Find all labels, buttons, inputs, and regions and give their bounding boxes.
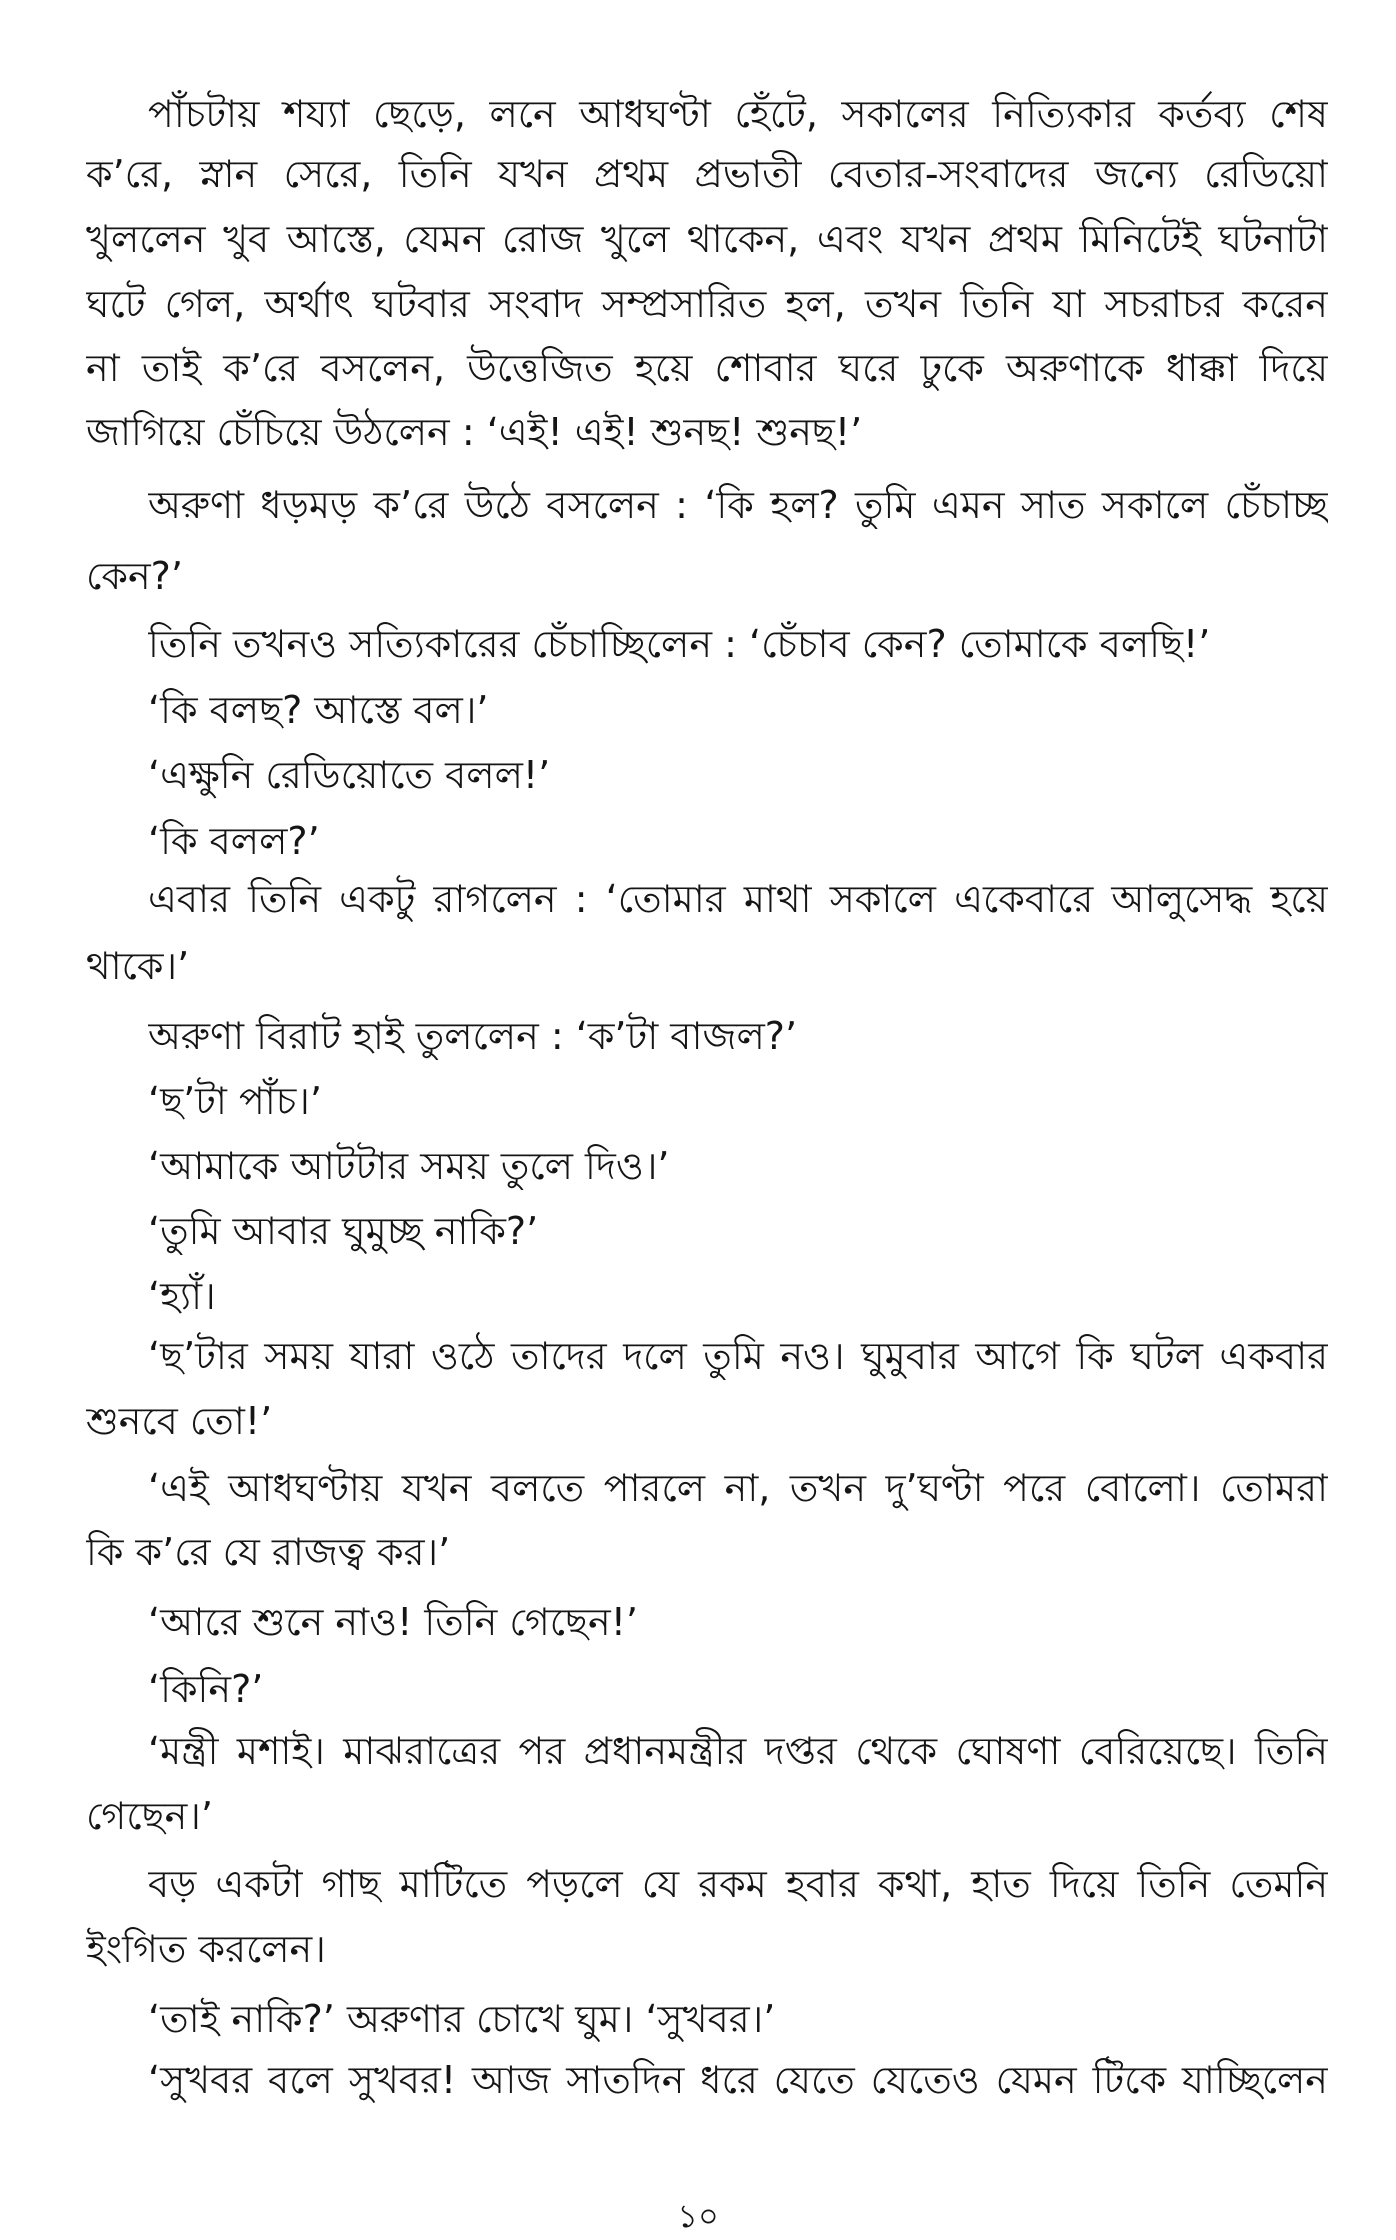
text-line: ‘আরে শুনে নাও! তিনি গেছেন!’ <box>148 1600 639 1644</box>
text-line: ঘটে গেল, অর্থাৎ ঘটবার সংবাদ সম্প্রসারিত হল, তখন তিনি যা সচরাচর করেন <box>86 282 1328 326</box>
text-line: অরুণা বিরাট হাই তুললেন : ‘ক’টা বাজল?’ <box>148 1014 798 1058</box>
text-line: ‘কি বলছ? আস্তে বল।’ <box>148 688 489 732</box>
text-line: অরুণা ধড়মড় ক’রে উঠে বসলেন : ‘কি হল? তুমি এমন সাত সকালে চেঁচাচ্ছ <box>148 483 1328 527</box>
text-line: ‘তাই নাকি?’ অরুণার চোখে ঘুম। ‘সুখবর।’ <box>148 1997 776 2041</box>
text-line: কেন?’ <box>86 554 183 598</box>
text-line: এবার তিনি একটু রাগলেন : ‘তোমার মাথা সকালে একেবারে আলুসেদ্ধ হয়ে <box>148 877 1328 921</box>
text-line: তিনি তখনও সত্যিকারের চেঁচাচ্ছিলেন : ‘চেঁচাব কেন? তোমাকে বলছি!’ <box>148 622 1211 666</box>
text-line: কি ক’রে যে রাজত্ব কর।’ <box>86 1530 451 1574</box>
text-line: গেছেন।’ <box>86 1794 213 1838</box>
text-line: ইংগিত করলেন। <box>86 1927 326 1971</box>
text-line: ‘কি বলল?’ <box>148 819 320 863</box>
text-line: না তাই ক’রে বসলেন, উত্তেজিত হয়ে শোবার ঘরে ঢুকে অরুণাকে ধাক্কা দিয়ে <box>86 346 1328 390</box>
text-line: ‘এই আধঘণ্টায় যখন বলতে পারলে না, তখন দু’ঘণ্টা পরে বোলো। তোমরা <box>148 1466 1328 1510</box>
text-line: ‘ছ’টার সময় যারা ওঠে তাদের দলে তুমি নও। ঘুমুবার আগে কি ঘটল একবার <box>148 1334 1328 1378</box>
page-number: ১০ <box>677 2197 719 2235</box>
text-line: শুনবে তো!’ <box>86 1399 273 1443</box>
text-line: ‘কিনি?’ <box>148 1667 264 1711</box>
text-line: ‘মন্ত্রী মশাই। মাঝরাত্রের পর প্রধানমন্ত্রীর দপ্তর থেকে ঘোষণা বেরিয়েছে। তিনি <box>148 1729 1328 1773</box>
text-line: ‘আমাকে আটটার সময় তুলে দিও।’ <box>148 1144 670 1188</box>
text-line: ‘ছ’টা পাঁচ।’ <box>148 1079 322 1123</box>
text-line: খুললেন খুব আস্তে, যেমন রোজ খুলে থাকেন, এবং যখন প্রথম মিনিটেই ঘটনাটা <box>86 217 1328 261</box>
text-line: ‘এক্ষুনি রেডিয়োতে বলল!’ <box>148 753 551 797</box>
text-line: পাঁচটায় শয্যা ছেড়ে, লনে আধঘণ্টা হেঁটে, সকালের নিত্যিকার কর্তব্য শেষ <box>148 92 1328 136</box>
text-line: ক’রে, স্নান সেরে, তিনি যখন প্রথম প্রভাতী বেতার-সংবাদের জন্যে রেডিয়ো <box>86 152 1328 196</box>
text-line: জাগিয়ে চেঁচিয়ে উঠলেন : ‘এই! এই! শুনছ! শুনছ!’ <box>86 410 863 454</box>
text-line: ‘হ্যাঁ। <box>148 1274 216 1318</box>
text-line: ‘সুখবর বলে সুখবর! আজ সাতদিন ধরে যেতে যেতেও যেমন টিকে যাচ্ছিলেন <box>148 2058 1328 2102</box>
text-line: বড় একটা গাছ মাটিতে পড়লে যে রকম হবার কথা, হাত দিয়ে তিনি তেমনি <box>148 1862 1328 1906</box>
text-line: ‘তুমি আবার ঘুমুচ্ছ নাকি?’ <box>148 1209 539 1253</box>
text-line: থাকে।’ <box>86 944 190 988</box>
